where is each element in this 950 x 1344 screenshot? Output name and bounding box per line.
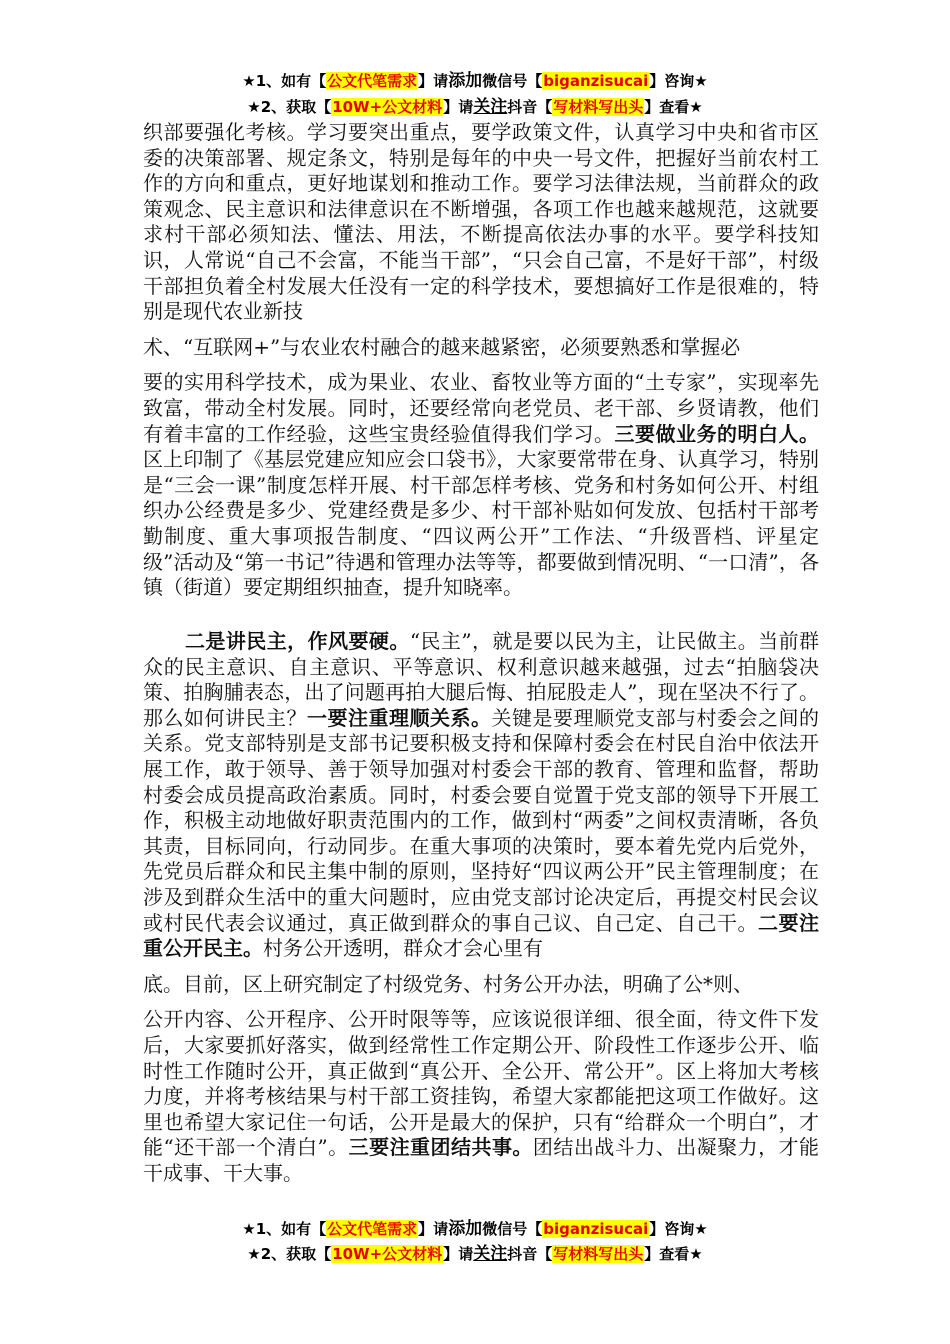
paragraph-text: 区上印制了《基层党建应知应会口袋书》，大家要常带在身、认真学习，特别是“三会一课”制度怎样开展、村干部怎样考核、党务和村务如何公开、村组织办公经费是多少、党建经费是多少、村干部补贴如何发放、包括村干部考勤制度、重大事项报告制度、“四议两公开”工作法、“升级晋档、评星定级”活动及“第一书记”待遇和管理办法等等，都要做到情况明、“一口清”，各镇（街道）要定期组织抽查，提升知晓率。 <box>143 447 819 600</box>
body-paragraph-1 <box>143 120 819 601</box>
paragraph-text: 要的实用科学技术，成为果业、农业、畜牧业等方面的“土专家”，实现率先致富，带动全村发展。同时，还要经常向老党员、老干部、乡贤请教，他们有着丰富的工作经验，这些宝贵经验值得我们学习。 <box>143 370 819 446</box>
banner-text: ★2、获取【 <box>247 98 332 116</box>
banner-emphasis: 关注 <box>473 97 508 117</box>
section-heading: 一要注重理顺关系。 <box>307 705 492 730</box>
banner-emphasis: 添加 <box>448 71 483 91</box>
banner-text: ★2、获取【 <box>247 1245 332 1263</box>
banner-text: 抖音【 <box>507 1245 553 1263</box>
paragraph-text: 团结出战斗力、出凝聚力，才能干成事、干大事。 <box>143 1135 820 1185</box>
banner-text: 】查看★ <box>644 1245 703 1263</box>
promo-banner-line-1 <box>0 69 950 93</box>
section-heading: 二要注重公开民主。 <box>143 910 819 961</box>
banner-text: ★1、如有【 <box>242 72 327 90</box>
paragraph-text: 底。目前，区上研究制定了村级党务、村务公开办法，明确了公*则、 <box>143 971 753 996</box>
banner-text: 】查看★ <box>644 98 703 116</box>
section-heading: 三要做业务的明白人。 <box>614 421 819 446</box>
section-heading: 三要注重团结共事。 <box>348 1135 533 1160</box>
paragraph-text: 村务公开透明，群众才会心里有 <box>263 936 543 961</box>
banner-text: 】请 <box>418 72 449 90</box>
banner-highlight-wechat-id: biganzisucai <box>543 1220 649 1238</box>
banner-highlight: 10W+公文材料 <box>332 1245 443 1263</box>
banner-text: ★1、如有【 <box>242 1220 327 1238</box>
promo-banner-line-2 <box>0 95 950 119</box>
banner-text: 微信号【 <box>482 72 543 90</box>
banner-text: 抖音【 <box>507 98 553 116</box>
banner-emphasis: 关注 <box>473 1244 508 1264</box>
banner-highlight: 10W+公文材料 <box>332 98 443 116</box>
banner-highlight-douyin-id: 写材料写出头 <box>553 1245 644 1263</box>
banner-highlight: 公文代笔需求 <box>327 1220 418 1238</box>
promo-banner-footer-line-1 <box>0 1217 950 1241</box>
banner-highlight-douyin-id: 写材料写出头 <box>553 98 644 116</box>
paragraph-text: 公开内容、公开程序、公开时限等等，应该说很详细、很全面，待文件下发后，大家要抓好落实，做到经常性工作定期公开、阶段性工作逐步公开、临时性工作随时公开，真正做到“真公开、全公开、常公开”。区上将加大考核力度，并将考核结果与村干部工资挂钩，希望大家都能把这项工作做好。这里也希望大家记住一句话，公开是最大的保护，只有“给群众一个明白”，才能“还干部一个清白”。 <box>143 1007 819 1160</box>
paragraph-text: “民主”，就是要以民为主，让民做主。当前群众的民主意识、自主意识、平等意识、权利意识越来越强，过去“拍脑袋决策、拍胸脯表态，出了问题再拍大腿后悔、拍屁股走人”，现在坚决不行了。那么如何讲民主？ <box>143 629 820 730</box>
paragraph-text: 术、“互联网+”与农业农村融合的越来越紧密，必须要熟悉和掌握必 <box>143 334 741 359</box>
banner-text: 微信号【 <box>482 1220 543 1238</box>
banner-text: 】咨询★ <box>649 72 708 90</box>
banner-text: 】请 <box>443 98 474 116</box>
banner-text: 】请 <box>443 1245 474 1263</box>
banner-text: 】咨询★ <box>649 1220 708 1238</box>
banner-text: 】请 <box>418 1220 449 1238</box>
promo-banner-footer-line-2 <box>0 1242 950 1266</box>
banner-emphasis: 添加 <box>448 1219 483 1239</box>
paragraph-text: 织部要强化考核。学习要突出重点，要学政策文件，认真学习中央和省市区委的决策部署、规定条文，特别是每年的中央一号文件，把握好当前农村工作的方向和重点，更好地谋划和推动工作。要学习法律法规，当前群众的政策观念、民主意识和法律意识在不断增强，各项工作也越来越规范，这就要求村干部必须知法、懂法、用法，不断提高依法办事的水平。要学科技知识，人常说“自己不会富，不能当干部”，“只会自己富，不是好干部”，村级干部担负着全村发展大任没有一定的科学技术，要想搞好工作是很难的，特别是现代农业新技 <box>143 120 819 324</box>
paragraph-text: 关键是要理顺党支部与村委会之间的关系。党支部特别是支部书记要积极支持和保障村委会在村民自治中依法开展工作，敢于领导、善于领导加强对村委会干部的教育、管理和监督，帮助村委会成员提高政治素质。同时，村委会要自觉置于党支部的领导下开展工作，积极主动地做好职责范围内的工作，做到村“两委”之间权责清晰，各负其责，目标同向，行动同步。在重大事项的决策时，要本着先党内后党外，先党员后群众和民主集中制的原则，坚持好“四议两公开”民主管理制度；在涉及到群众生活中的重大问题时，应由党支部讨论决定后，再提交村民会议或村民代表会议通过，真正做到群众的事自己议、自己定、自己干。 <box>143 705 819 935</box>
banner-highlight: 公文代笔需求 <box>327 72 418 90</box>
section-heading: 二是讲民主，作风要硬。 <box>185 629 410 653</box>
banner-highlight-wechat-id: biganzisucai <box>543 72 649 90</box>
body-paragraph-2 <box>143 629 819 1186</box>
